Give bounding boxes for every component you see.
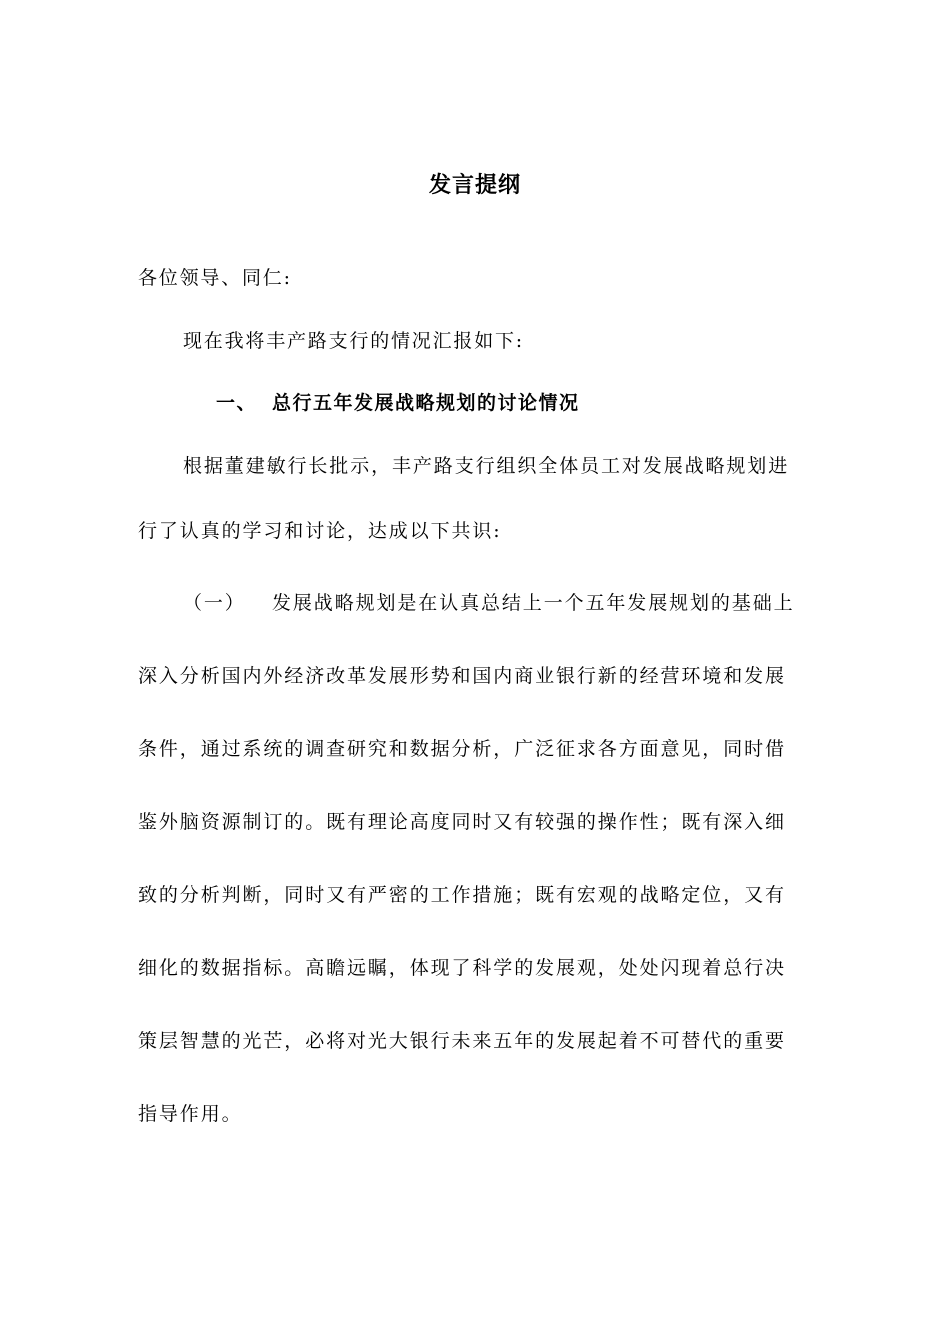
intro-text: 现在我将丰产路支行的情况汇报如下: xyxy=(183,330,525,352)
item-line-text: 发展战略规划是在认真总结上一个五年发展规划的基础上 xyxy=(272,592,795,614)
section-heading-text: 总行五年发展战略规划的讨论情况 xyxy=(272,392,580,414)
paragraph-line: 鉴外脑资源制订的。既有理论高度同时又有较强的操作性；既有深入细 xyxy=(138,811,786,833)
paragraph-line: 策层智慧的光芒，必将对光大银行未来五年的发展起着不可替代的重要 xyxy=(138,1030,786,1052)
paragraph-line xyxy=(138,589,795,617)
document-title: 发言提纲 xyxy=(428,173,521,198)
paragraph-line: 深入分析国内外经济改革发展形势和国内商业银行新的经营环境和发展 xyxy=(138,665,786,687)
paragraph-line: 条件，通过系统的调查研究和数据分析，广泛征求各方面意见，同时借 xyxy=(138,738,786,760)
section-heading xyxy=(216,389,580,417)
item-label: （一） xyxy=(183,592,246,614)
paragraph-line: 指导作用。 xyxy=(138,1103,243,1125)
paragraph-line: 细化的数据指标。高瞻远瞩，体现了科学的发展观，处处闪现着总行决 xyxy=(138,957,786,979)
section-number: 一、 xyxy=(216,392,258,414)
greeting: 各位领导、同仁: xyxy=(138,267,292,289)
paragraph-line: 根据董建敏行长批示，丰产路支行组织全体员工对发展战略规划进 xyxy=(183,455,790,477)
paragraph-line: 致的分析判断，同时又有严密的工作措施；既有宏观的战略定位，又有 xyxy=(138,884,786,906)
paragraph-line: 行了认真的学习和讨论，达成以下共识: xyxy=(138,520,502,542)
